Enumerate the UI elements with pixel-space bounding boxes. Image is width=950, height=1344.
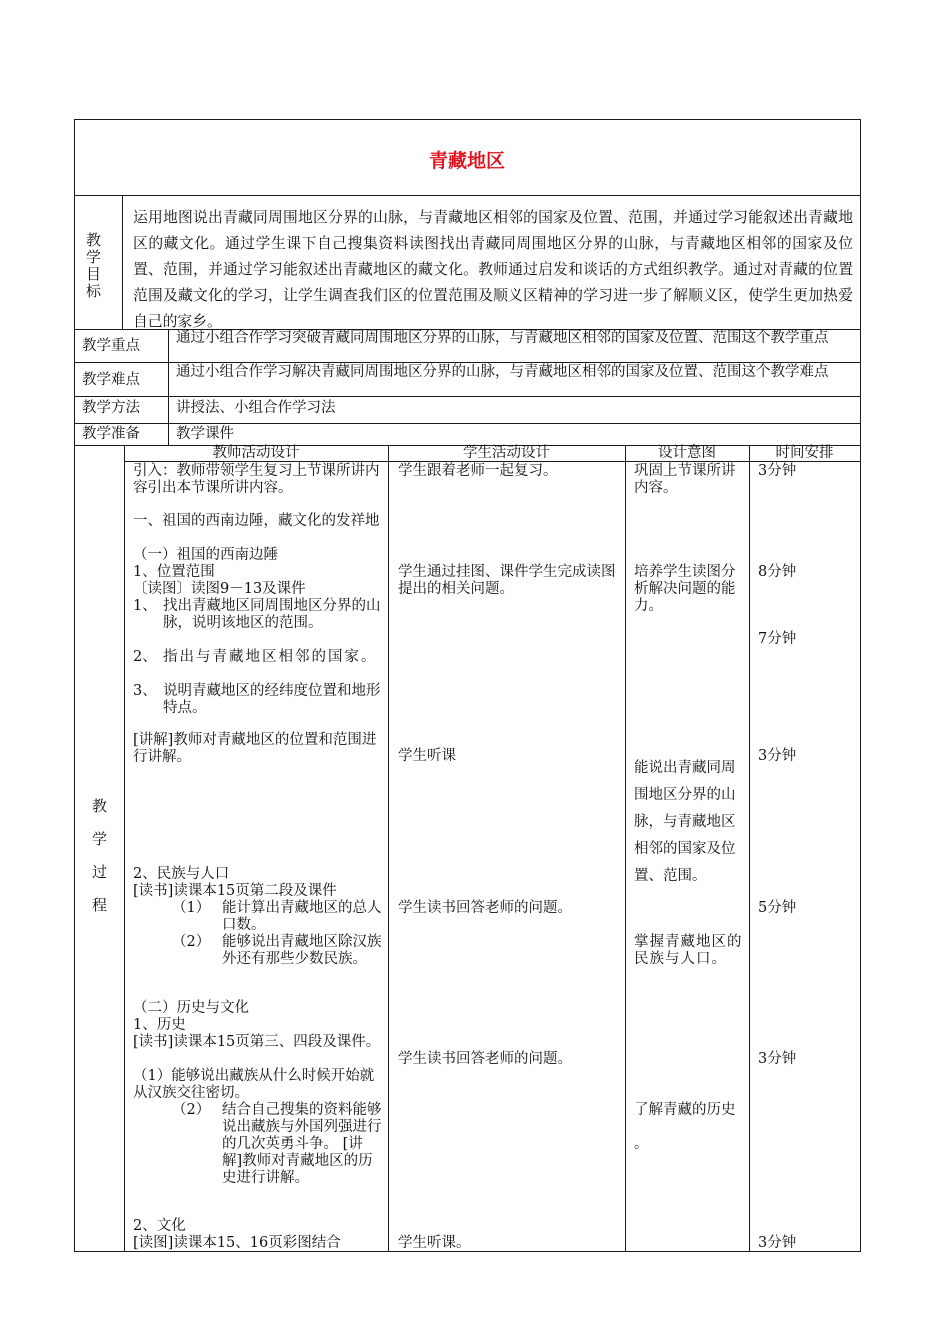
- difficulty-text: 通过小组合作学习解决青藏同周围地区分界的山脉，与青藏地区相邻的国家及位置、范围这个教学难点: [176, 364, 829, 380]
- row-divider: [74, 362, 861, 363]
- prep-label: 教学准备: [82, 426, 140, 442]
- teacher-q1-num: 1、: [133, 598, 157, 614]
- intent-5: 了解青藏的历史: [634, 1102, 736, 1118]
- teacher-h2-num: （2）: [172, 1102, 211, 1118]
- student-activity-3: 学生听课: [398, 748, 456, 764]
- time-1: 3分钟: [758, 463, 797, 479]
- teacher-read-book-1: [读书]读课本15页第二段及课件: [133, 883, 337, 899]
- student-activity-5: 学生读书回答老师的问题。: [398, 1051, 572, 1067]
- row-divider: [74, 396, 861, 397]
- table-border-left: [74, 119, 75, 1252]
- page-title: 青藏地区: [428, 150, 505, 172]
- header-student: 学生活动设计: [463, 445, 550, 461]
- intent-2: 培养学生读图分析解决问题的能力。: [634, 564, 736, 614]
- intent-4: 掌握青藏地区的民族与人口。: [634, 934, 743, 967]
- teacher-item-population: 2、民族与人口: [133, 866, 230, 882]
- teacher-q2-text: 指出与青藏地区相邻的国家。: [163, 649, 378, 665]
- teacher-explain-location: [讲解]教师对青藏地区的位置和范围进行讲解。: [133, 732, 377, 765]
- row-divider: [74, 195, 861, 196]
- teacher-h2-text: 结合自己搜集的资料能够说出藏族与外国列强进行的几次英勇斗争。 [讲解]教师对青藏地区的历史进行讲解。: [222, 1102, 382, 1186]
- time-3: 7分钟: [758, 631, 797, 647]
- header-teacher: 教师活动设计: [212, 445, 300, 461]
- row-divider: [74, 423, 861, 424]
- col-divider: [168, 329, 169, 446]
- time-4: 3分钟: [758, 748, 797, 764]
- col-divider: [122, 195, 123, 330]
- table-border-right: [860, 119, 861, 1252]
- col-divider: [625, 445, 626, 1252]
- col-divider: [124, 445, 125, 1252]
- teacher-p1-text: 能计算出青藏地区的总人口数。: [222, 900, 382, 933]
- teacher-read-map-2: [读图]读课本15、16页彩图结合: [133, 1235, 341, 1251]
- prep-text: 教学课件: [176, 426, 234, 442]
- time-5: 5分钟: [758, 900, 797, 916]
- time-6: 3分钟: [758, 1051, 797, 1067]
- intent-3: 能说出青藏同周围地区分界的山脉，与青藏地区相邻的国家及位置、范围。: [634, 760, 736, 884]
- col-divider: [749, 445, 750, 1252]
- method-text: 讲授法、小组合作学习法: [176, 400, 336, 416]
- teacher-intro: 引入：教师带领学生复习上节课所讲内容引出本节课所讲内容。: [133, 463, 380, 496]
- teacher-section-1: 一、祖国的西南边陲，藏文化的发祥地: [133, 513, 380, 529]
- objectives-text: 运用地图说出青藏同周围地区分界的山脉，与青藏地区相邻的国家及位置、范围，并通过学习能叙述出青藏地区的藏文化。通过学生课下自己搜集资料读图找出青藏同周围地区分界的山脉，与青藏地区相邻的国家及位置、范围，并通过学习能叙述出青藏地区的藏文化。教师通过启发和谈话的方式组织教学。通过对青藏的位置范围及藏文化的学习，让学生调查我们区的位置范围及顺义区精神的学习进一步了解顺义区，使学生更加热爱自己的家乡。: [133, 209, 853, 330]
- objectives-label: 教学目标: [86, 231, 102, 300]
- teacher-item-culture: 2、文化: [133, 1218, 186, 1234]
- focus-label: 教学重点: [82, 338, 140, 354]
- teacher-p2-num: （2）: [172, 934, 211, 950]
- teacher-q1-text: 找出青藏地区同周围地区分界的山脉，说明该地区的范围。: [163, 598, 381, 631]
- teacher-subsection-1: （一）祖国的西南边陲: [133, 547, 278, 563]
- time-2: 8分钟: [758, 564, 797, 580]
- col-divider: [388, 445, 389, 1252]
- student-activity-2: 学生通过挂图、课件学生完成读图提出的相关问题。: [398, 564, 616, 597]
- teacher-item-location: 1、位置范围: [133, 564, 215, 580]
- student-activity-6: 学生听课。: [398, 1235, 471, 1251]
- time-7: 3分钟: [758, 1235, 797, 1251]
- header-time: 时间安排: [775, 445, 834, 461]
- teacher-q3-text: 说明青藏地区的经纬度位置和地形特点。: [163, 683, 381, 716]
- table-border-top: [74, 119, 861, 120]
- teacher-item-history: 1、历史: [133, 1017, 186, 1033]
- teacher-subsection-2: （二）历史与文化: [133, 1000, 249, 1016]
- process-label: 教学过程: [92, 797, 108, 914]
- method-label: 教学方法: [82, 400, 140, 416]
- teacher-p2-text: 能够说出青藏地区除汉族外还有那些少数民族。: [222, 934, 382, 967]
- teacher-q3-num: 3、: [133, 683, 157, 699]
- focus-text: 通过小组合作学习突破青藏同周围地区分界的山脉，与青藏地区相邻的国家及位置、范围这个教学重点: [176, 330, 829, 346]
- teacher-p1-num: （1）: [172, 900, 211, 916]
- teacher-read-book-2: [读书]读课本15页第三、四段及课件。: [133, 1034, 381, 1050]
- intent-1: 巩固上节课所讲内容。: [634, 463, 736, 496]
- difficulty-label: 教学难点: [82, 372, 140, 388]
- student-activity-4: 学生读书回答老师的问题。: [398, 900, 572, 916]
- intent-6: 。: [634, 1136, 649, 1152]
- teacher-q2-num: 2、: [133, 649, 157, 665]
- teacher-read-map: 〔读图〕读图9－13及课件: [133, 581, 306, 597]
- student-activity-1: 学生跟着老师一起复习。: [398, 463, 558, 479]
- header-intent: 设计意图: [658, 445, 716, 461]
- teacher-h1: （1）能够说出藏族从什么时候开始就从汉族交往密切。: [133, 1068, 375, 1101]
